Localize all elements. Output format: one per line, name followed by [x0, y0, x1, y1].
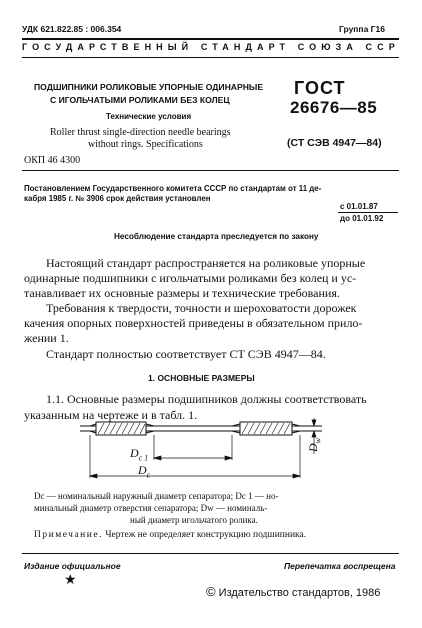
reprint-prohibited: Перепечатка воспрещена — [284, 561, 396, 571]
title-separator — [22, 170, 399, 171]
official-edition: Издание официальное — [24, 561, 121, 571]
section-1-1-line1: 1.1. Основные размеры подшипников должны соответствовать — [46, 392, 367, 406]
legend-line1: Dс — номинальный наружный диаметр сепаратора; Dс 1 — но- — [34, 491, 279, 501]
decree-date-underline — [338, 212, 398, 213]
copyright-text: Издательство стандартов, 1986 — [218, 587, 381, 599]
body-p2-line1: Требования к твердости, точности и шероховатости дорожек — [46, 301, 357, 315]
copyright-icon: © — [206, 584, 216, 599]
section-heading: 1. ОСНОВНЫЕ РАЗМЕРЫ — [148, 373, 255, 383]
note-text: Чертеж не определяет конструкцию подшипника. — [105, 530, 307, 540]
legend-line2: минальный диаметр отверстия сепаратора; Dw — номиналь- — [34, 503, 268, 513]
state-standard-banner: ГОСУДАРСТВЕННЫЙ СТАНДАРТ СОЮЗА ССР — [22, 42, 400, 52]
title-ru-line1: ПОДШИПНИКИ РОЛИКОВЫЕ УПОРНЫЕ ОДИНАРНЫЕ — [34, 82, 264, 92]
bearing-drawing — [60, 418, 340, 486]
udk-code: УДК 621.822.85 : 006.354 — [22, 24, 122, 34]
title-ru-line2: С ИГОЛЬЧАТЫМИ РОЛИКАМИ БЕЗ КОЛЕЦ — [50, 95, 230, 105]
star-mark: ★ — [64, 573, 77, 588]
gost-number: 26676—85 — [290, 98, 378, 117]
title-en-line1: Roller thrust single-direction needle bearings — [50, 127, 231, 138]
footer-rule — [22, 553, 399, 554]
header-top-rule — [22, 38, 399, 40]
body-p1-line3: танавливает их основные размеры и технические требования. — [24, 286, 340, 300]
okp-code: ОКП 46 4300 — [24, 155, 81, 166]
decree-date-to: до 01.01.92 — [340, 214, 384, 223]
label-dw: $D_w$ — [306, 437, 323, 452]
st-sev-ref: (СТ СЭВ 4947—84) — [287, 137, 382, 149]
label-dc1: $D_{c 1}$ — [130, 446, 149, 463]
group-code: Группа Г16 — [339, 24, 385, 34]
section-1-1-line2: указанным на чертеже и в табл. 1. — [24, 408, 198, 422]
legend-line3: ный диаметр игольчатого ролика. — [130, 515, 258, 525]
header-bottom-rule — [22, 57, 399, 58]
decree-line2: кабря 1985 г. № 3906 срок действия установлен — [24, 194, 211, 203]
title-subtitle: Технические условия — [106, 112, 192, 121]
decree-date-from: с 01.01.87 — [340, 202, 378, 211]
body-p2-line2: качения опорных поверхностей приведены в обязательном прило- — [24, 316, 363, 330]
left-end-cap — [90, 422, 154, 435]
body-p1-line2: одинарные подшипники с игольчатыми роликами без колец и ус- — [24, 271, 357, 285]
penalty-notice: Несоблюдение стандарта преследуется по закону — [114, 232, 319, 241]
label-dc: $D_c$ — [138, 463, 151, 480]
dimension-dc — [90, 474, 300, 478]
title-en-line2: without rings. Specifications — [88, 139, 203, 150]
note-label: Примечание. — [34, 530, 103, 540]
body-p2-line3: жении 1. — [24, 331, 69, 345]
dimension-dc1 — [154, 456, 232, 460]
body-p1-line1: Настоящий стандарт распространяется на роликовые упорные — [46, 256, 366, 270]
copyright — [206, 584, 380, 599]
gost-label: ГОСТ — [294, 78, 346, 98]
body-p3: Стандарт полностью соответствует СТ СЭВ 4947—84. — [46, 347, 326, 361]
decree-line1: Постановлением Государственного комитета СССР по стандартам от 11 де- — [24, 184, 322, 193]
note — [34, 530, 306, 540]
